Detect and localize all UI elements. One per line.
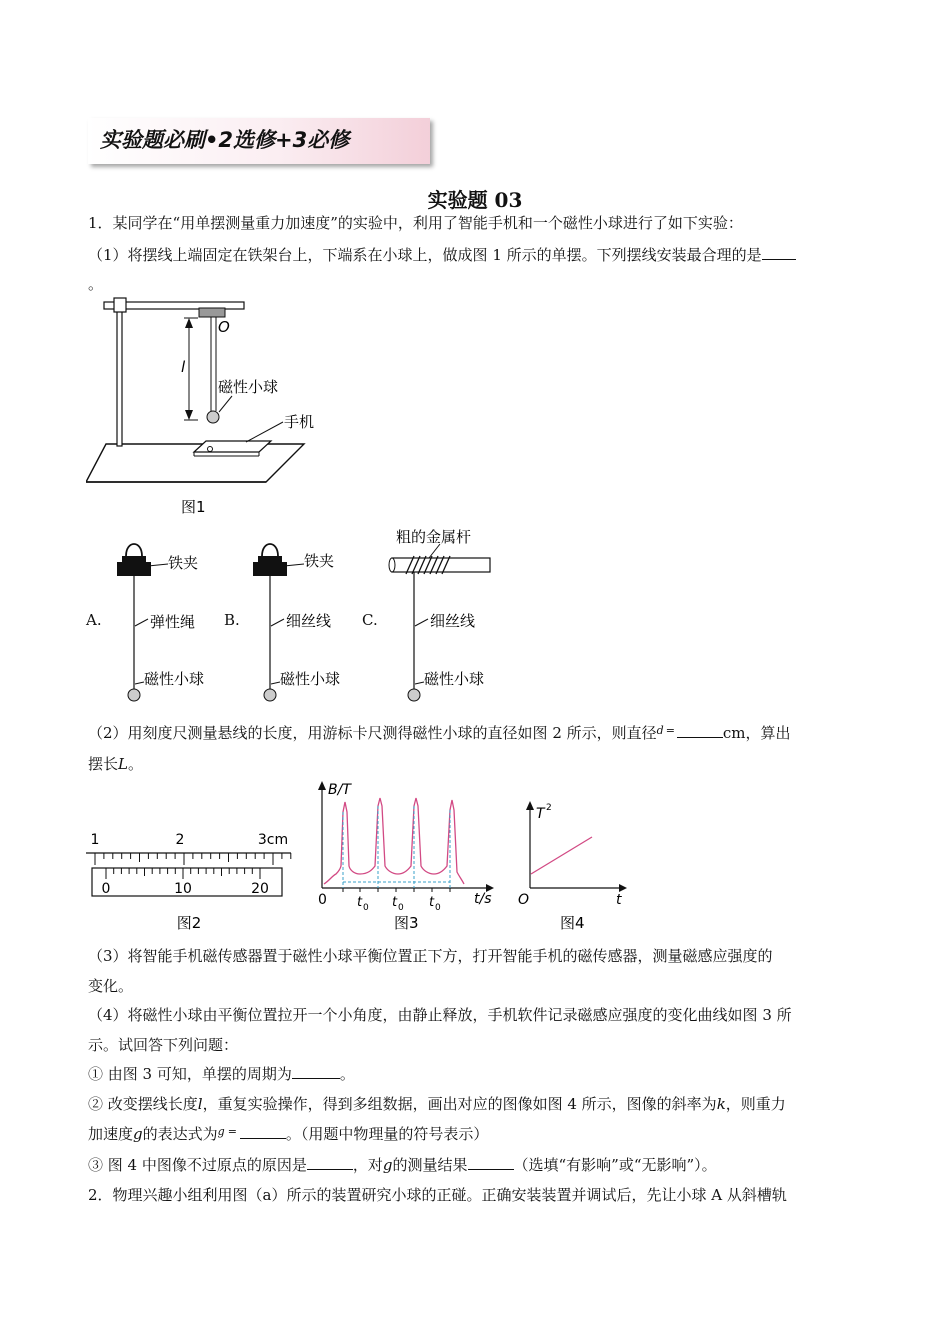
option-a-figure	[108, 536, 228, 706]
x-axis-label: t/s	[474, 891, 492, 907]
q1-part2-end: 摆长L。	[88, 755, 143, 773]
x-axis-label: t	[616, 892, 622, 908]
q1-sub2: ② 改变摆线长度l，重复实验操作，得到多组数据，画出对应的图像如图 4 所示，图像的斜率为k，则重力	[88, 1095, 786, 1113]
option-c-figure	[384, 520, 514, 706]
q1-part1-end: 。	[88, 275, 104, 293]
t0-sub: 0	[363, 903, 369, 913]
t0-label: t	[357, 895, 363, 910]
answer-blank	[468, 1155, 514, 1170]
q1-part2: （2）用刻度尺测量悬线的长度，用游标卡尺测得磁性小球的直径如图 2 所示，则直径$^d$ = cm，算出	[88, 724, 791, 742]
figure-1-pendulum	[86, 296, 316, 521]
answer-blank	[677, 723, 723, 738]
tick-top: 2	[175, 832, 185, 848]
ball-label: 磁性小球	[424, 670, 485, 688]
q1-part3: （3）将智能手机磁传感器置于磁性小球平衡位置正下方，打开智能手机的磁传感器，测量磁感应强度的	[88, 947, 773, 965]
t0-label: t	[429, 895, 435, 910]
section-banner	[88, 118, 430, 164]
figure-1-caption: 图1	[181, 498, 206, 516]
option-c-letter: C.	[362, 611, 378, 629]
q1-part4: （4）将磁性小球由平衡位置拉开一个小角度，由静止释放，手机软件记录磁感应强度的变化曲线如图 3 所	[88, 1006, 792, 1024]
y-axis-label: T	[536, 806, 545, 822]
t2-line	[531, 837, 592, 874]
figure-3-bt-curve	[312, 776, 502, 936]
tick-bottom: 10	[174, 881, 192, 897]
tick-top: 3cm	[257, 832, 289, 848]
label-ball: 磁性小球	[218, 378, 279, 396]
option-b-letter: B.	[224, 611, 240, 629]
rope-label: 细丝线	[430, 612, 476, 630]
figure-3-caption: 图3	[394, 914, 419, 932]
label-phone: 手机	[284, 413, 315, 431]
q1-sub3: ③ 图 4 中图像不过原点的原因是 ，对g的测量结果 （选填“有影响”或“无影响”）。	[88, 1156, 717, 1174]
y-axis-sup: 2	[546, 803, 552, 813]
label-O: O	[218, 318, 230, 336]
rope-label: 细丝线	[286, 612, 332, 630]
clip-label: 铁夹	[168, 554, 199, 572]
tick-bottom: 20	[251, 881, 269, 897]
rope-label: 弹性绳	[150, 613, 196, 631]
figure-4-caption: 图4	[560, 914, 585, 932]
figure-2-vernier	[86, 826, 296, 936]
q1-sub1: ① 由图 3 可知，单摆的周期为 。	[88, 1065, 355, 1083]
y-axis-label: B/T	[328, 782, 351, 798]
clip-label: 铁夹	[304, 552, 335, 570]
figure-4-t2-graph	[510, 790, 640, 936]
q1-part4-end: 示。试回答下列问题：	[88, 1036, 239, 1054]
answer-blank	[292, 1064, 340, 1079]
tick-bottom: 0	[101, 881, 111, 897]
q1-sub2-end: 加速度g的表达式为$^g$ = 。（用题中物理量的符号表示）	[88, 1125, 489, 1143]
rod-label: 粗的金属杆	[396, 528, 472, 546]
answer-blank	[762, 245, 796, 260]
origin-label: O	[518, 892, 530, 908]
origin-label: 0	[318, 892, 327, 908]
t0-sub: 0	[435, 903, 441, 913]
option-a-letter: A.	[86, 611, 102, 629]
t0-sub: 0	[398, 903, 404, 913]
ball-label: 磁性小球	[280, 670, 341, 688]
t0-label: t	[392, 895, 398, 910]
ball-label: 磁性小球	[144, 670, 205, 688]
answer-blank	[240, 1124, 286, 1139]
q1-part1: （1）将摆线上端固定在铁架台上，下端系在小球上，做成图 1 所示的单摆。下列摆线安装最合理的是	[88, 244, 796, 265]
option-b-figure	[244, 536, 364, 706]
banner-text: 实验题必刷•2选修+3必修	[100, 128, 350, 152]
page-title: 实验题 03	[427, 188, 523, 212]
tick-top: 1	[90, 832, 100, 848]
q1-stem: 1．某同学在“用单摆测量重力加速度”的实验中，利用了智能手机和一个磁性小球进行了如下实验：	[88, 214, 743, 232]
label-l: l	[181, 358, 186, 376]
q1-part3-end: 变化。	[88, 977, 134, 995]
figure-2-caption: 图2	[176, 914, 202, 932]
answer-blank	[307, 1155, 353, 1170]
q2-stem: 2．物理兴趣小组利用图（a）所示的装置研究小球的正碰。正确安装装置并调试后，先让小球 A 从斜槽轨	[88, 1186, 787, 1204]
